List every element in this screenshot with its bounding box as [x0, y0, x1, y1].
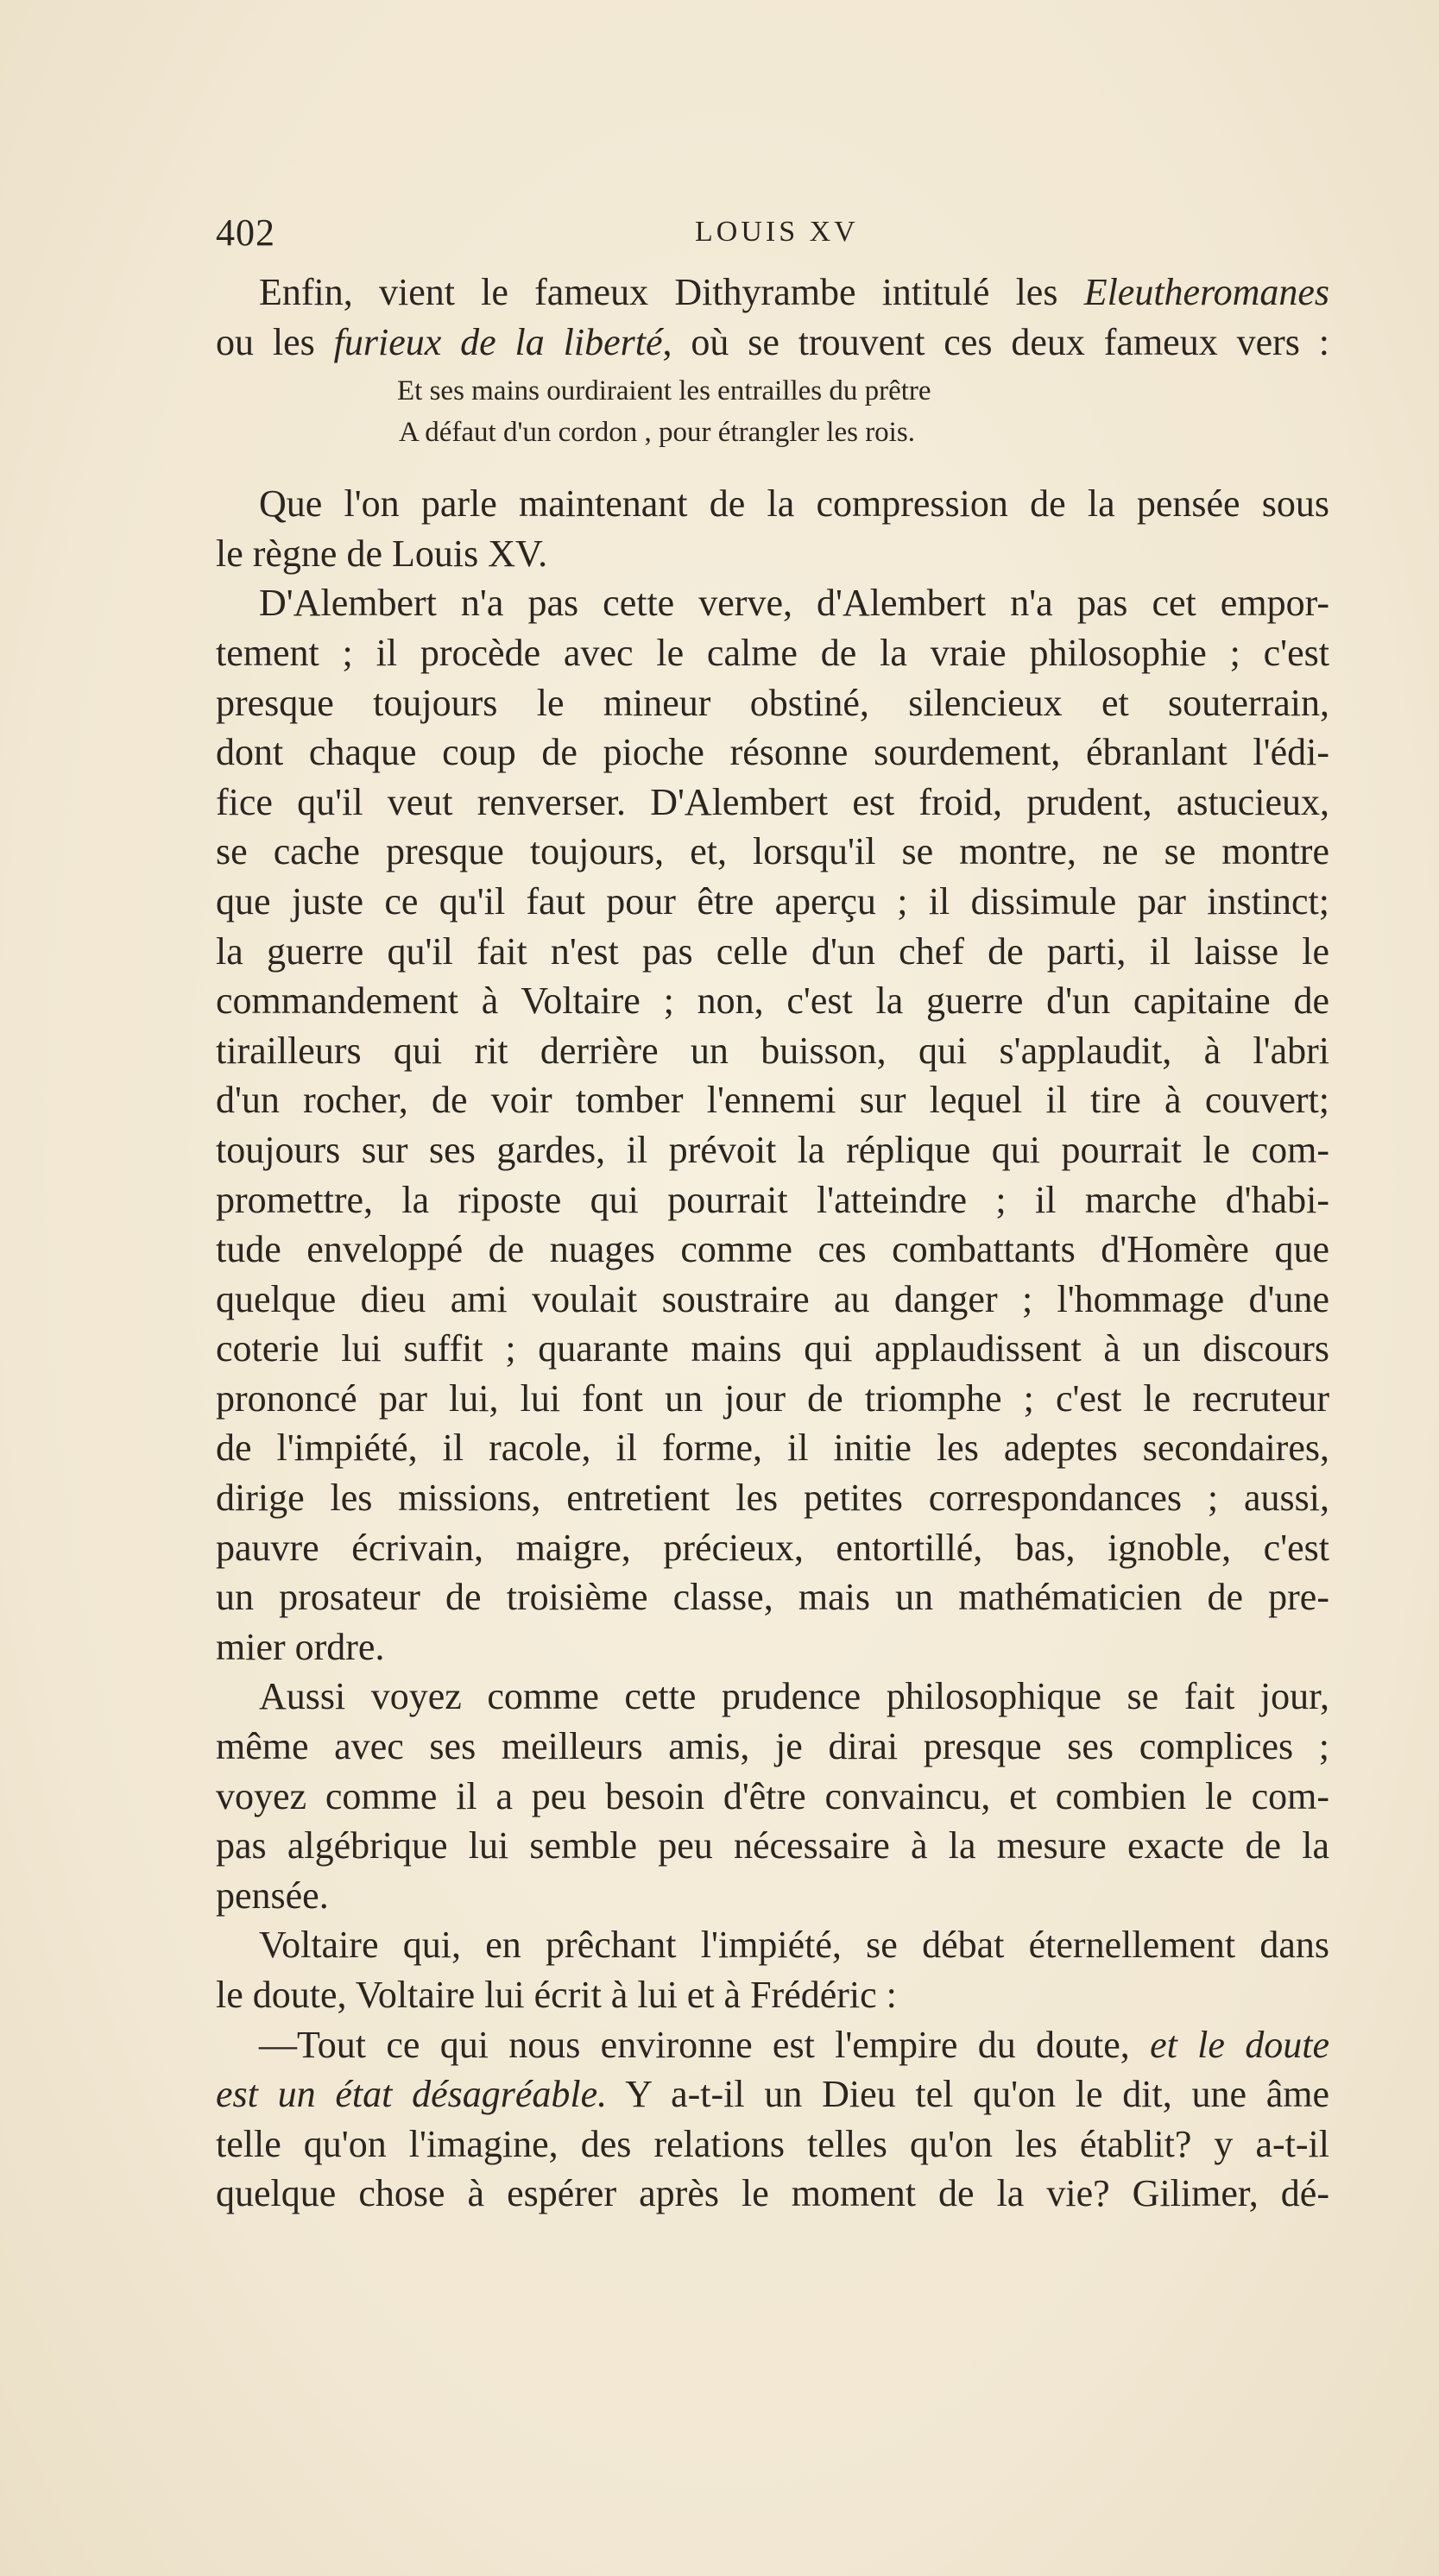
text-line: toujours sur ses gardes, il prévoit la réplique qui pourrait le com- [216, 1128, 1329, 1171]
text-line: est un état désagréable. Y a-t-il un Dieu tel qu'on le dit, une âme [216, 2073, 1330, 2116]
text-line: ou les furieux de la liberté, où se trouvent ces deux fameux vers : [216, 320, 1329, 363]
paragraph [216, 479, 1329, 578]
text-line: Aussi voyez comme cette prudence philosophique se fait jour, [259, 1675, 1329, 1718]
italic-phrase: est un état désagréable. [216, 2073, 608, 2116]
text-line: le règne de Louis XV. [216, 532, 548, 575]
text-line: pensée. [216, 1874, 329, 1917]
text-line: telle qu'on l'imagine, des relations telles qu'on les établit? y a-t-il [216, 2122, 1329, 2165]
text-line: le doute, Voltaire lui écrit à lui et à Frédéric : [216, 1974, 897, 2016]
text-line: se cache presque toujours, et, lorsqu'il se montre, ne se montre [216, 830, 1329, 873]
text-line: D'Alembert n'a pas cette verve, d'Alembert n'a pas cet empor- [259, 582, 1329, 625]
text-line: promettre, la riposte qui pourrait l'atteindre ; il marche d'habi- [216, 1178, 1329, 1221]
body-text [216, 268, 1329, 2219]
text-line: Que l'on parle maintenant de la compression de la pensée sous [259, 482, 1329, 526]
italic-phrase: et le doute [1150, 2023, 1329, 2066]
text-line: pas algébrique lui semble peu nécessaire à la mesure exacte de la [216, 1824, 1329, 1867]
text-line: un prosateur de troisième classe, mais un mathématicien de pre- [216, 1576, 1329, 1619]
text-line: commandement à Voltaire ; non, c'est la guerre d'un capitaine de [216, 979, 1329, 1023]
text-line: Enfin, vient le fameux Dithyrambe intitulé les Eleutheromanes [259, 271, 1329, 313]
text-line: même avec ses meilleurs amis, je dirai presque ses complices ; [216, 1725, 1329, 1768]
text-line: Voltaire qui, en prêchant l'impiété, se débat éternellement dans [259, 1924, 1329, 1967]
text-line: de l'impiété, il racole, il forme, il initie les adeptes secondaires, [216, 1427, 1329, 1470]
text-line: fice qu'il veut renverser. D'Alembert est froid, prudent, astucieux, [216, 780, 1329, 823]
page-number: 402 [216, 211, 275, 254]
italic-phrase: furieux de la liberté [333, 320, 663, 363]
text-line: —Tout ce qui nous environne est l'empire du doute, et le doute [259, 2023, 1329, 2066]
text-line: quelque dieu ami voulait soustraire au danger ; l'hommage d'une [216, 1277, 1329, 1320]
verse-quotation [397, 370, 1088, 453]
text-line: coterie lui suffit ; quarante mains qui applaudissent à un discours [216, 1327, 1329, 1370]
page-header [216, 211, 1329, 262]
running-head: LOUIS XV [695, 216, 859, 248]
verse-line: A défaut d'un cordon , pour étrangler les rois. [399, 417, 915, 449]
paragraph [216, 578, 1329, 1672]
text-line: dirige les missions, entretient les petites correspondances ; aussi, [216, 1477, 1329, 1520]
text-line: que juste ce qu'il faut pour être aperçu ; il dissimule par instinct; [216, 879, 1329, 923]
paragraph [216, 1672, 1329, 1920]
text-line: la guerre qu'il fait n'est pas celle d'un chef de parti, il laisse le [216, 929, 1329, 973]
text-line: mier ordre. [216, 1625, 385, 1668]
text-line: presque toujours le mineur obstiné, silencieux et souterrain, [216, 681, 1329, 724]
italic-title: Eleutheromanes [1083, 271, 1329, 313]
paragraph [216, 1920, 1329, 2019]
text-line: prononcé par lui, lui font un jour de triomphe ; c'est le recruteur [216, 1376, 1329, 1420]
text-line: tement ; il procède avec le calme de la vraie philosophie ; c'est [216, 631, 1329, 674]
quotation-paragraph [216, 2020, 1329, 2219]
text-line: tude enveloppé de nuages comme ces combattants d'Homère que [216, 1228, 1329, 1271]
text-line: tirailleurs qui rit derrière un buisson, qui s'applaudit, à l'abri [216, 1029, 1329, 1072]
text-line: pauvre écrivain, maigre, précieux, entortillé, bas, ignoble, c'est [216, 1526, 1329, 1569]
text-line: quelque chose à espérer après le moment de la vie? Gilimer, dé- [216, 2172, 1329, 2215]
verse-line: Et ses mains ourdiraient les entrailles du prêtre [397, 375, 931, 407]
text-line: d'un rocher, de voir tomber l'ennemi sur lequel il tire à couvert; [216, 1079, 1329, 1122]
text-line: dont chaque coup de pioche résonne sourdement, ébranlant l'édi- [216, 731, 1329, 774]
text-line: voyez comme il a peu besoin d'être convaincu, et combien le com- [216, 1774, 1329, 1817]
